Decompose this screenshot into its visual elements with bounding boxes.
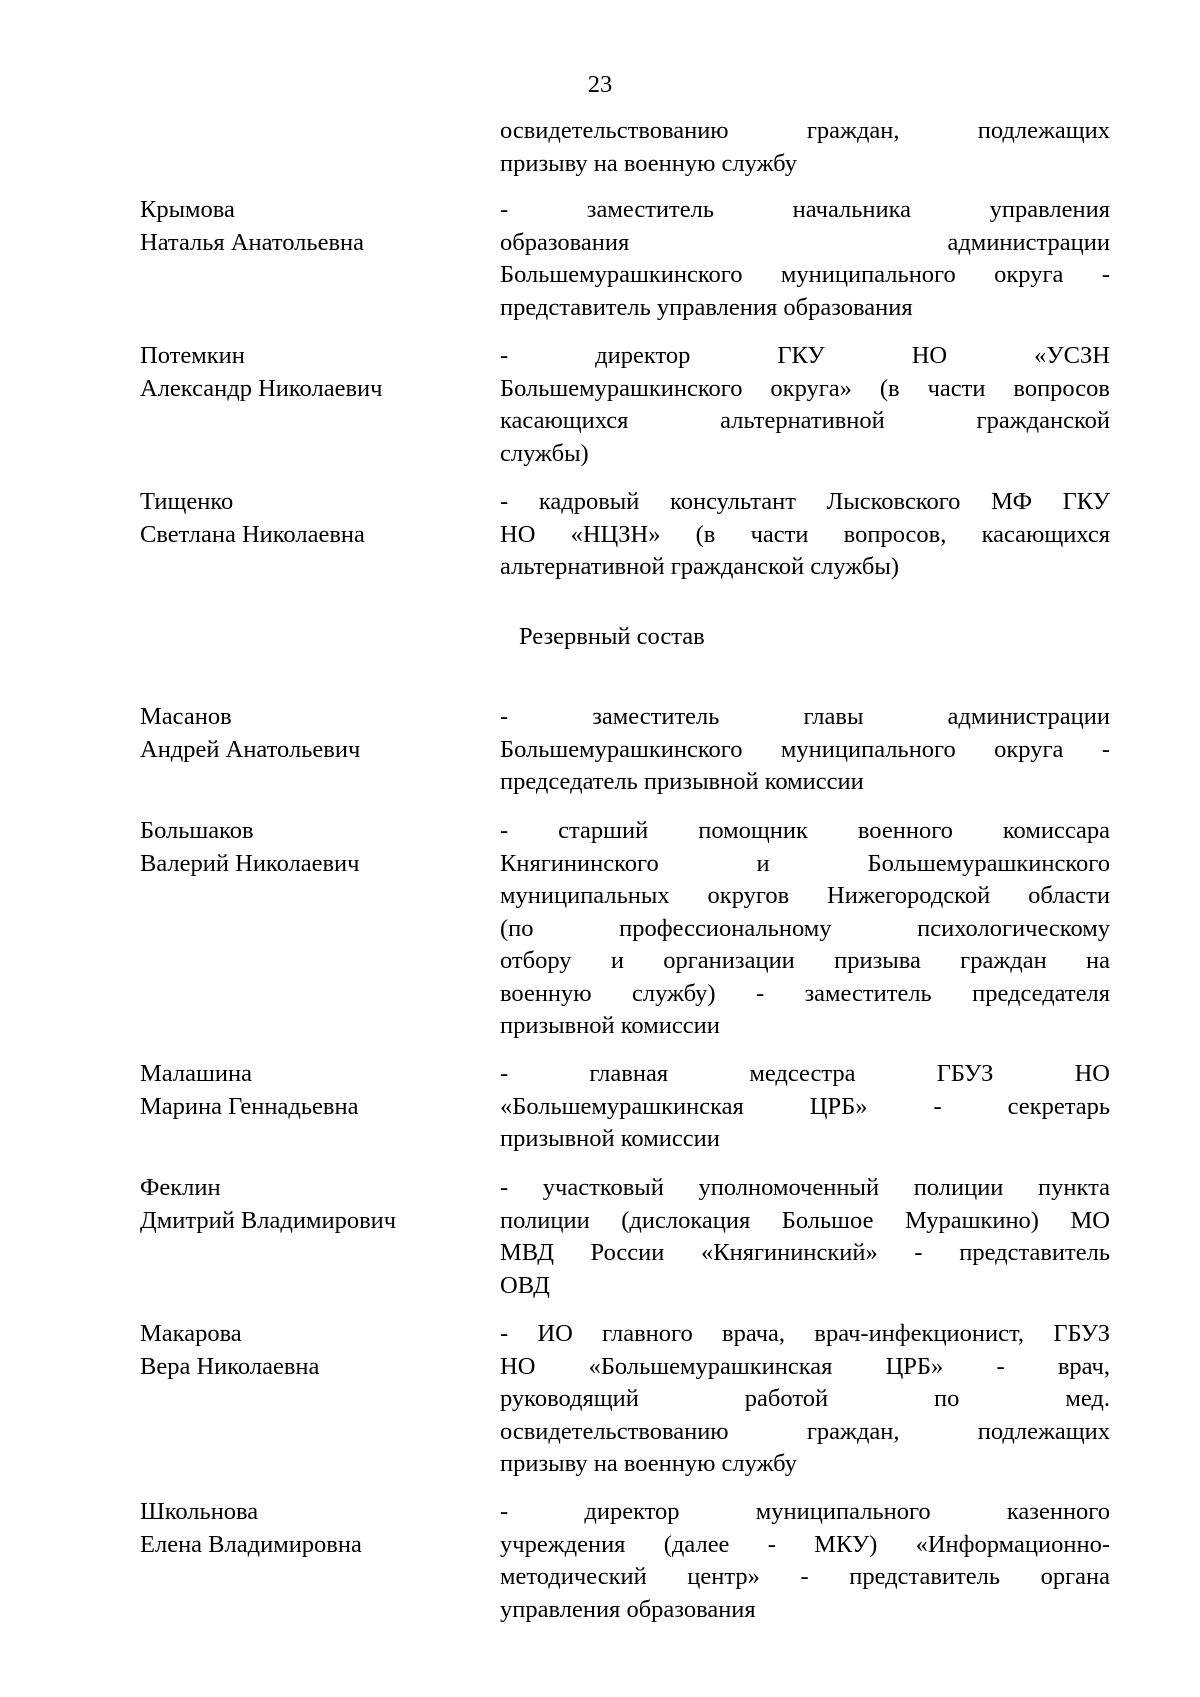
text-line: (по профессиональному психологическому [500, 914, 1110, 942]
text-line: призывной комиссии [500, 1012, 720, 1039]
text-line: освидетельствованию граждан, подлежащих [500, 1417, 1110, 1445]
member-surname: Большаков [140, 817, 254, 844]
text-line: Большемурашкинского округа» (в части вопросов [500, 374, 1110, 402]
member-given-names: Андрей Анатольевич [140, 735, 361, 763]
member-position [500, 701, 1110, 799]
text-line: руководящий работой по мед. [500, 1385, 1110, 1412]
text-line: касающихся альтернативной гражданской [500, 407, 1110, 434]
text-line: - участковый уполномоченный полиции пункта [500, 1174, 1110, 1201]
member-surname: Масанов [140, 703, 232, 730]
member-given-names: Валерий Николаевич [140, 849, 360, 877]
member-given-names: Дмитрий Владимирович [140, 1206, 397, 1234]
text-line: - главная медсестра ГБУЗ НО [500, 1060, 1110, 1087]
text-line: - ИО главного врача, врач-инфекционист, ГБУЗ [500, 1320, 1110, 1347]
member-name [140, 1172, 480, 1237]
member-given-names: Александр Николаевич [140, 374, 383, 402]
member-given-names: Елена Владимировна [140, 1530, 362, 1558]
member-position [500, 1058, 1110, 1156]
member-surname: Школьнова [140, 1498, 259, 1525]
page-number: 23 [587, 71, 613, 98]
text-line: Большемурашкинского муниципального округа - [500, 261, 1110, 288]
member-given-names: Наталья Анатольевна [140, 228, 365, 256]
text-line: - директор муниципального казенного [500, 1498, 1110, 1525]
member-given-names: Светлана Николаевна [140, 520, 365, 548]
text-line: полиции (дислокация Большое Мурашкино) МО [500, 1206, 1110, 1234]
member-surname: Тищенко [140, 488, 234, 515]
text-line: - директор ГКУ НО «УСЗН [500, 342, 1110, 369]
text-line: отбору и организации призыва граждан на [500, 947, 1110, 974]
member-surname: Потемкин [140, 342, 245, 369]
text-line: ОВД [500, 1271, 550, 1299]
text-line: службы) [500, 439, 589, 467]
text-line: военную службу) - заместитель председателя [500, 979, 1110, 1007]
member-name [140, 1318, 480, 1383]
text-line: НО «Большемурашкинская ЦРБ» - врач, [500, 1352, 1110, 1380]
text-line: образования администрации [500, 228, 1110, 256]
text-line: призыву на военную службу [500, 1450, 797, 1477]
text-line: освидетельствованию граждан, подлежащих [500, 117, 1110, 144]
member-name [140, 194, 480, 259]
section-title: Резервный состав [519, 623, 705, 650]
text-line: методический центр» - представитель органа [500, 1563, 1110, 1590]
text-line: председатель призывной комиссии [500, 768, 864, 795]
continuation-text [500, 115, 1110, 180]
member-name [140, 1058, 480, 1123]
member-position [500, 340, 1110, 470]
text-line: - кадровый консультант Лысковского МФ ГКУ [500, 488, 1110, 515]
member-name [140, 815, 480, 880]
text-line: представитель управления образования [500, 293, 913, 321]
text-line: МВД России «Княгининский» - представитель [500, 1239, 1110, 1266]
member-position [500, 194, 1110, 324]
member-name [140, 486, 480, 551]
text-line: НО «НЦЗН» (в части вопросов, касающихся [500, 520, 1110, 548]
member-name [140, 1496, 480, 1561]
member-name [140, 701, 480, 766]
member-surname: Феклин [140, 1174, 221, 1201]
member-position [500, 815, 1110, 1043]
text-line: - заместитель главы администрации [500, 703, 1110, 730]
text-line: управления образования [500, 1595, 756, 1623]
member-given-names: Вера Николаевна [140, 1352, 320, 1380]
member-given-names: Марина Геннадьевна [140, 1092, 359, 1120]
member-position [500, 486, 1110, 584]
text-line: «Большемурашкинская ЦРБ» - секретарь [500, 1092, 1110, 1120]
text-line: - заместитель начальника управления [500, 196, 1110, 223]
member-surname: Малашина [140, 1060, 252, 1087]
member-position [500, 1172, 1110, 1302]
text-line: призывной комиссии [500, 1125, 720, 1152]
member-position [500, 1496, 1110, 1626]
member-surname: Макарова [140, 1320, 242, 1347]
text-line: учреждения (далее - МКУ) «Информационно- [500, 1530, 1110, 1558]
text-line: - старший помощник военного комиссара [500, 817, 1110, 844]
member-name [140, 340, 480, 405]
text-line: Большемурашкинского муниципального округа - [500, 735, 1110, 763]
text-line: Княгининского и Большемурашкинского [500, 849, 1110, 877]
text-line: призыву на военную службу [500, 149, 797, 177]
text-line: альтернативной гражданской службы) [500, 553, 900, 580]
member-position [500, 1318, 1110, 1481]
text-line: муниципальных округов Нижегородской области [500, 882, 1110, 909]
member-surname: Крымова [140, 196, 235, 223]
